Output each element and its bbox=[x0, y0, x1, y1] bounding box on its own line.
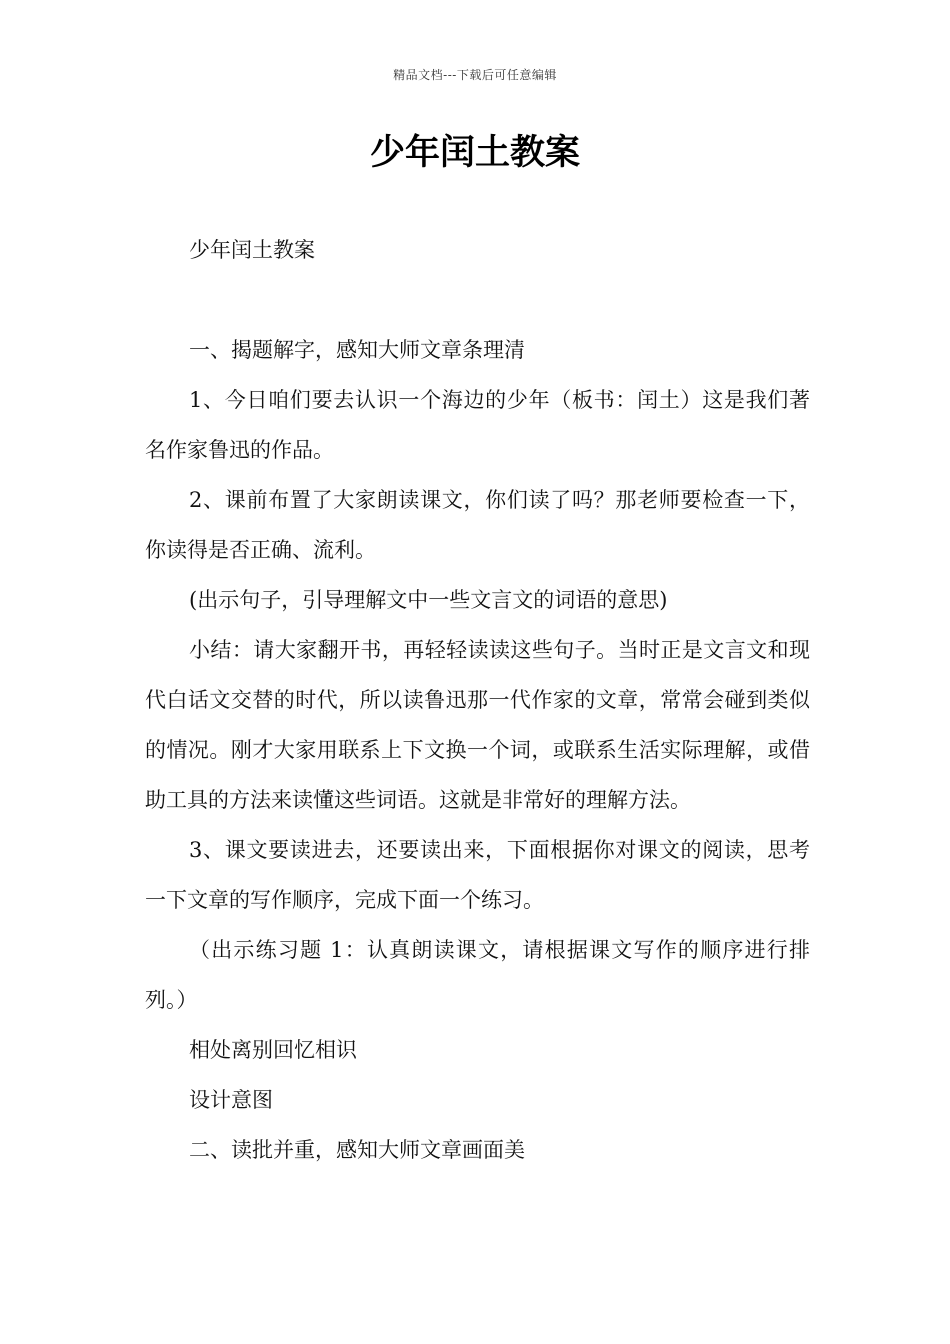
document-body bbox=[145, 225, 810, 1175]
paragraph-design-intent: 设计意图 bbox=[189, 1088, 273, 1112]
paragraph-subtitle: 少年闰土教案 bbox=[189, 238, 315, 262]
paragraph-step-2: 2、课前布置了大家朗读课文，你们读了吗？那老师要检查一下，你读得是否正确、流利。 bbox=[145, 488, 810, 562]
paragraph-step-1: 1、今日咱们要去认识一个海边的少年（板书：闰土）这是我们著名作家鲁迅的作品。 bbox=[145, 388, 810, 462]
paragraph-section-2-heading: 二、读批并重，感知大师文章画面美 bbox=[189, 1138, 525, 1162]
document-title: 少年闰土教案 bbox=[369, 133, 580, 173]
header-note: 精品文档---下载后可任意编辑 bbox=[393, 68, 557, 82]
paragraph-show-sentences: (出示句子，引导理解文中一些文言文的词语的意思) bbox=[189, 588, 668, 612]
paragraph-section-1-heading: 一、揭题解字，感知大师文章条理清 bbox=[189, 338, 525, 362]
paragraph-sequence: 相处离别回忆相识 bbox=[189, 1038, 357, 1062]
paragraph-exercise-1: （出示练习题 1：认真朗读课文，请根据课文写作的顺序进行排列。） bbox=[145, 938, 810, 1012]
paragraph-summary: 小结：请大家翻开书，再轻轻读读这些句子。当时正是文言文和现代白话文交替的时代，所以读鲁迅那一代作家的文章，常常会碰到类似的情况。刚才大家用联系上下文换一个词，或联系生活实际理解，或借助工具的方法来读懂这些词语。这就是非常好的理解方法。 bbox=[145, 638, 810, 812]
paragraph-step-3: 3、课文要读进去，还要读出来，下面根据你对课文的阅读，思考一下文章的写作顺序，完成下面一个练习。 bbox=[145, 838, 810, 912]
